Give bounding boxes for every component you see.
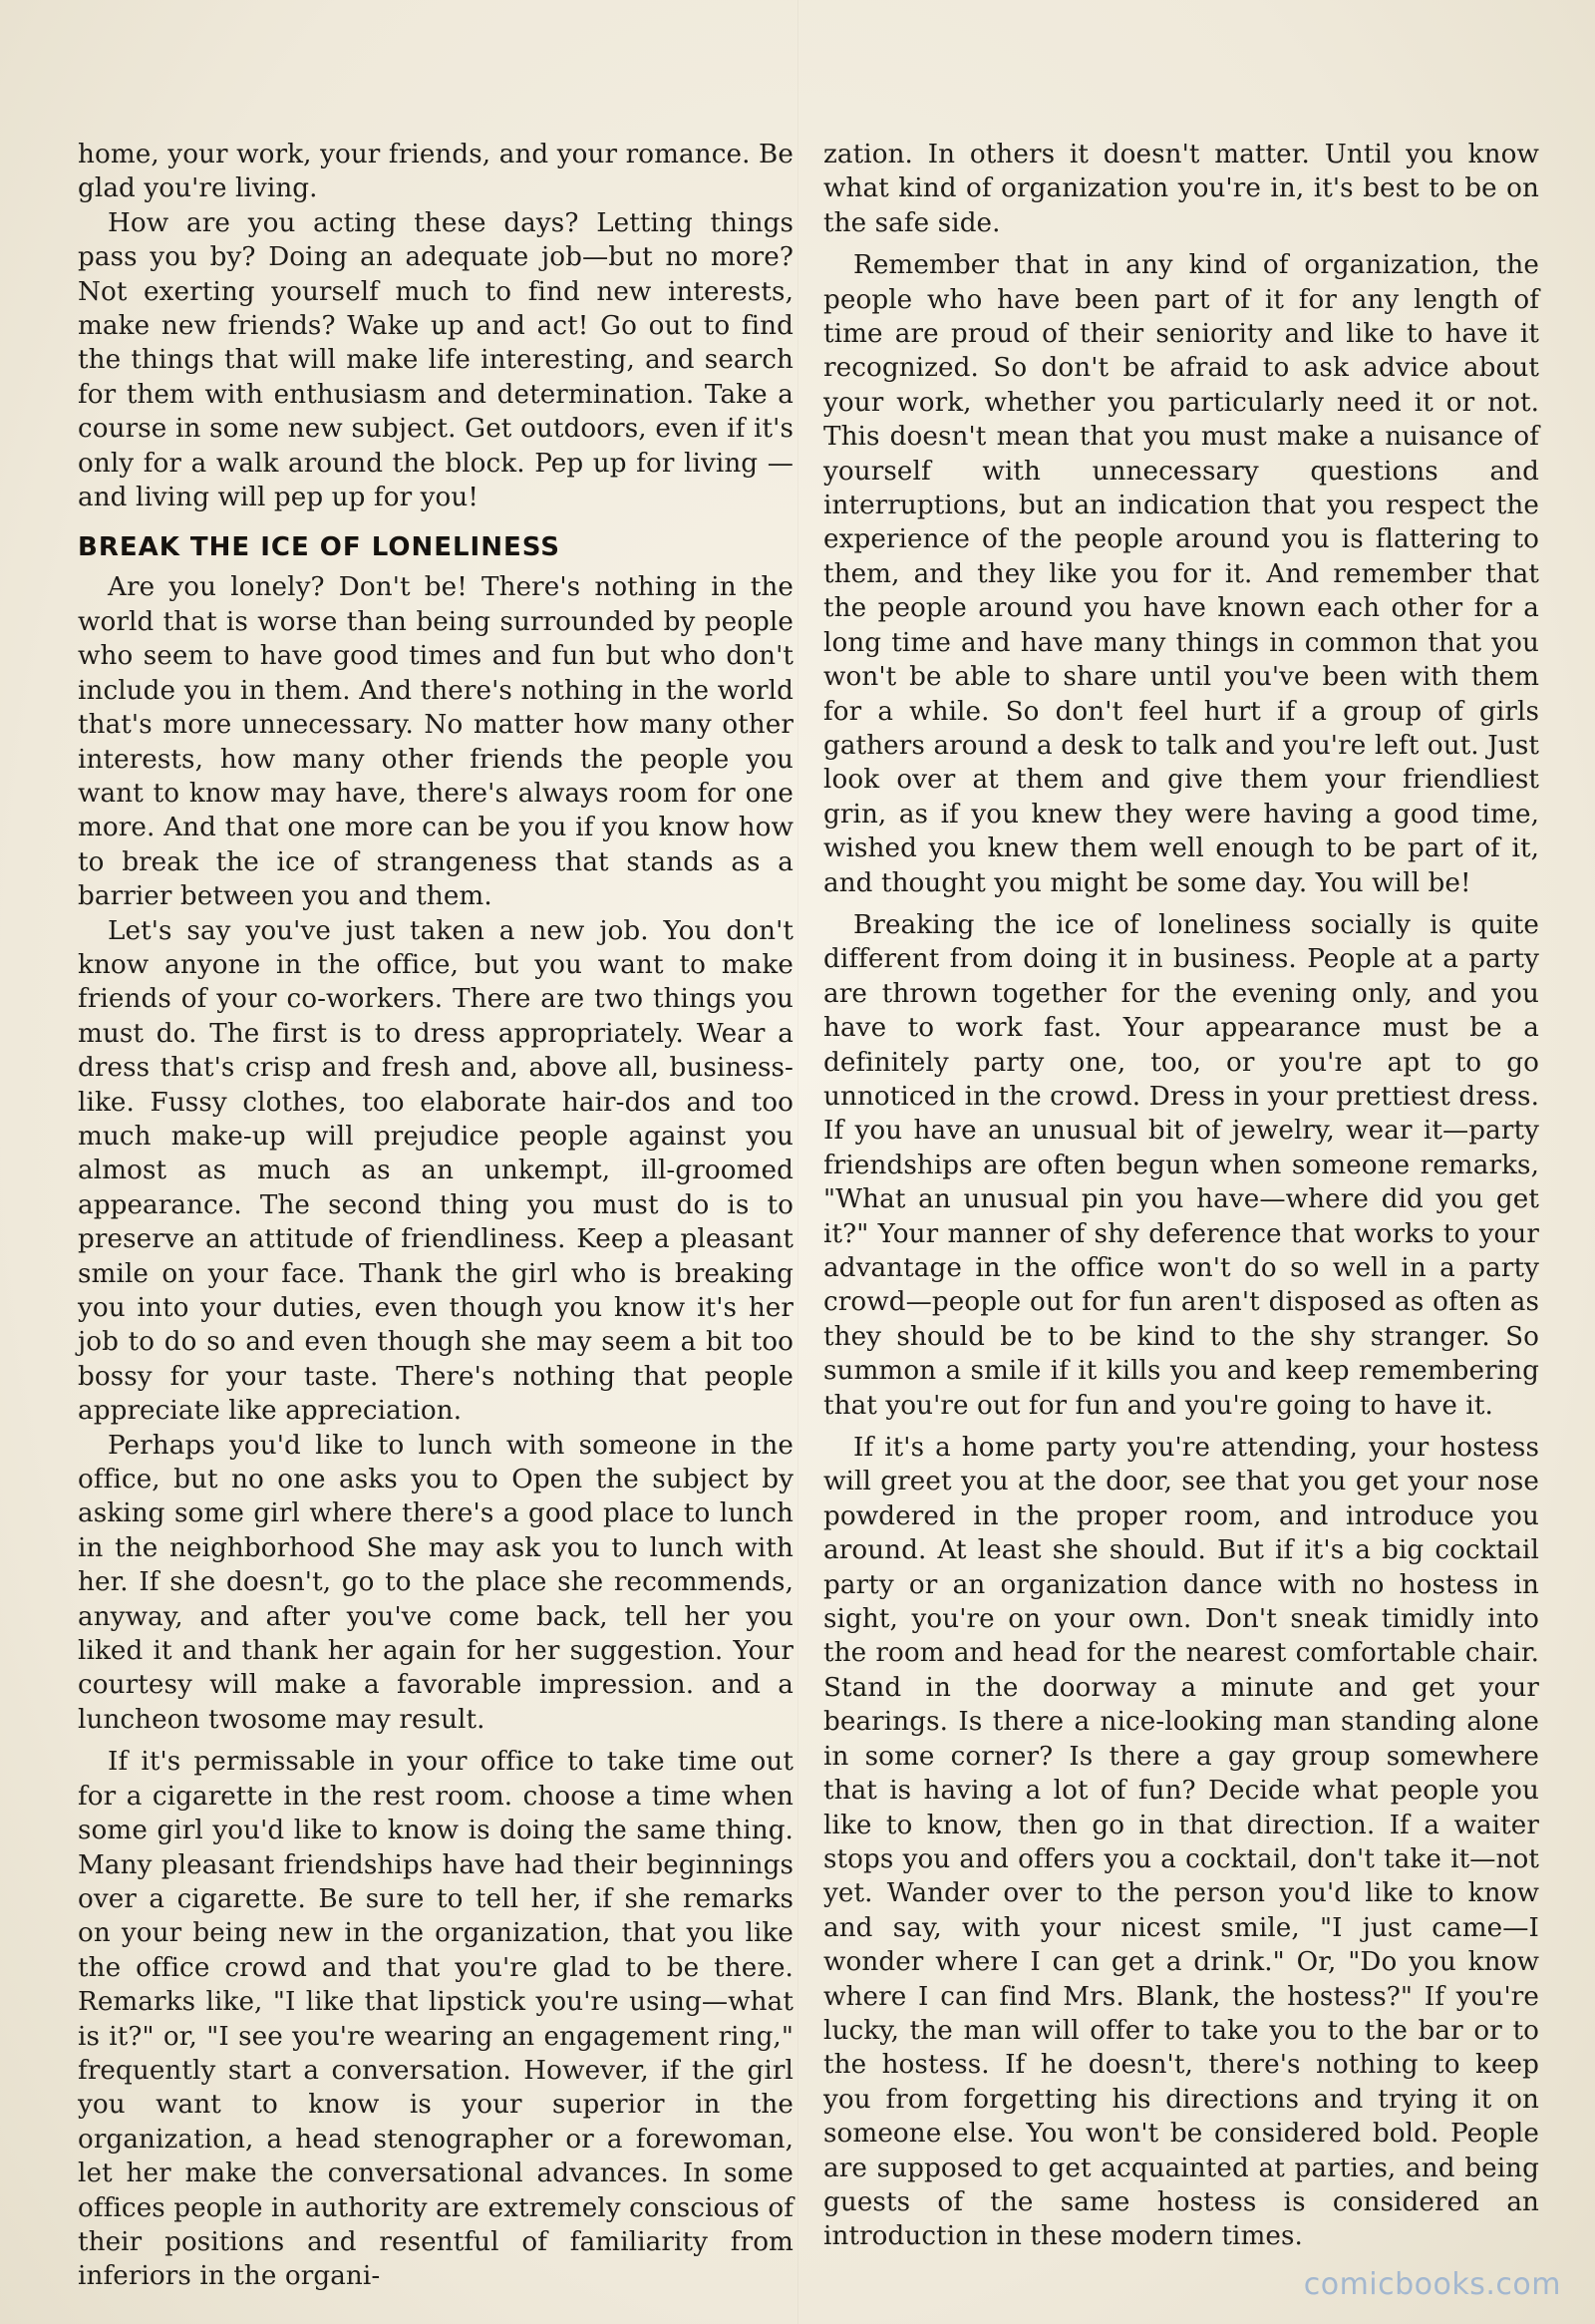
paragraph: Remember that in any kind of organization, the people who have been part of it for any length of time are proud of their seniority and like to have it recognized. So don't be afraid to ask advice about your work, whether you particularly need it or not. This doesn't mean that you must make a nuisance of yourself with unnecessary questions and interruptions, but an indication that you respect the experience of the people around you is flattering to them, and they like you for it. And remember that the people around you have known each other for a long time and have many things in common that you won't be able to share until you've been with them for a while. So don't feel hurt if a group of girls gathers around a desk to talk and you're left out. Just look over at them and give them your friendliest grin, as if you knew they were having a good time, wished you knew them well enough to be part of it, and thought you might be some day. You will be!	[823, 250, 1539, 898]
paragraph: How are you acting these days? Letting things pass you by? Doing an adequate job—but no more? Not exerting yourself much to find new interests, make new friends? Wake up and act! Go out to find the things that will make life interesting, and search for them with enthusiasm and determination. Take a course in some new subject. Get outdoors, even if it's only for a walk around the block. Pep up for living —and living will pep up for you!	[78, 207, 794, 513]
left-column	[78, 138, 794, 2294]
paragraph: If it's permissable in your office to take time out for a cigarette in the rest room. choose a time when some girl you'd like to know is doing the same thing. Many pleasant friendships have had their beginnings over a cigarette. Be sure to tell her, if she remarks on your being new in the organization, that you like the office crowd and that you're glad to be there. Remarks like, "I like that lipstick you're using—what is it?" or, "I see you're wearing an engagement ring," frequently start a conversation. However, if the girl you want to know is your superior in the organization, a head stenographer or a forewoman, let her make the conversational advances. In some offices people in authority are extremely conscious of their positions and resentful of familiarity from inferiors in the organi-	[78, 1747, 794, 2292]
paragraph: Breaking the ice of loneliness socially is quite different from doing it in business. People at a party are thrown together for the evening only, and you have to work fast. Your appearance must be a definitely party one, too, or you're apt to go unnoticed in the crowd. Dress in your prettiest dress. If you have an unusual bit of jewelry, wear it—party friendships are often begun when someone remarks, "What an unusual pin you have—where did you get it?" Your manner of shy deference that works to your advantage in the office won't do so well in a party crowd—people out for fun aren't disposed as often as they should be to be kind to the shy stranger. So summon a smile if it kills you and keep remembering that you're out for fun and you're going to have it.	[823, 909, 1539, 1421]
paragraph: If it's a home party you're attending, your hostess will greet you at the door, see that you get your nose powdered in the proper room, and introduce you around. At least she should. But if it's a big cocktail party or an organization dance with no hostess in sight, you're on your own. Don't sneak timidly into the room and head for the nearest comfortable chair. Stand in the doorway a minute and get your bearings. Is there a nice-looking man standing alone in some corner? Is there a gay group somewhere that is having a lot of fun? Decide what people you like to know, then go in that direction. If a waiter stops you and offers you a cocktail, don't take it—not yet. Wander over to the person you'd like to know and say, with your nicest smile, "I just came—I wonder where I can get a drink." Or, "Do you know where I can find Mrs. Blank, the hostess?" If you're lucky, the man will offer to take you to the bar or to the hostess. If he doesn't, there's nothing to keep you from forgetting his directions and trying it on someone else. You won't be considered bold. People are supposed to get acquainted at parties, and being guests of the same hostess is considered an introduction in these modern times.	[823, 1433, 1539, 2252]
section-heading: BREAK THE ICE OF LONELINESS	[78, 532, 561, 563]
paragraph: Let's say you've just taken a new job. You don't know anyone in the office, but you want to make friends of your co-workers. There are two things you must do. The first is to dress appropriately. Wear a dress that's crisp and fresh and, above all, business-like. Fussy clothes, too elaborate hair-dos and too much make-up will prejudice people against you almost as much as an unkempt, ill-groomed appearance. The second thing you must do is to preserve an attitude of friendliness. Keep a pleasant smile on your face. Thank the girl who is breaking you into your duties, even though you know it's her job to do so and even though she may seem a bit too bossy for your taste. There's nothing that people appreciate like appreciation.	[78, 915, 794, 1427]
paragraph: home, your work, your friends, and your romance. Be glad you're living.	[78, 140, 794, 204]
paragraph: zation. In others it doesn't matter. Until you know what kind of organization you're in, it's best to be on the safe side.	[823, 140, 1539, 238]
site-watermark: comicbooks.com	[1303, 2267, 1561, 2302]
paragraph: Are you lonely? Don't be! There's nothing in the world that is worse than being surrounded by people who seem to have good times and fun but who don't include you in them. And there's nothing in the world that's more unnecessary. No matter how many other interests, how many other friends the people you want to know may have, there's always room for one more. And that one more can be you if you know how to break the ice of strangeness that stands as a barrier between you and them.	[78, 572, 794, 912]
paragraph: Perhaps you'd like to lunch with someone in the office, but no one asks you to Open the subject by asking some girl where there's a good place to lunch in the neighborhood She may ask you to lunch with her. If she doesn't, go to the place she recommends, anyway, and after you've come back, tell her you liked it and thank her again for her suggestion. Your courtesy will make a favorable impression. and a luncheon twosome may result.	[78, 1430, 794, 1735]
right-column	[823, 138, 1539, 2254]
